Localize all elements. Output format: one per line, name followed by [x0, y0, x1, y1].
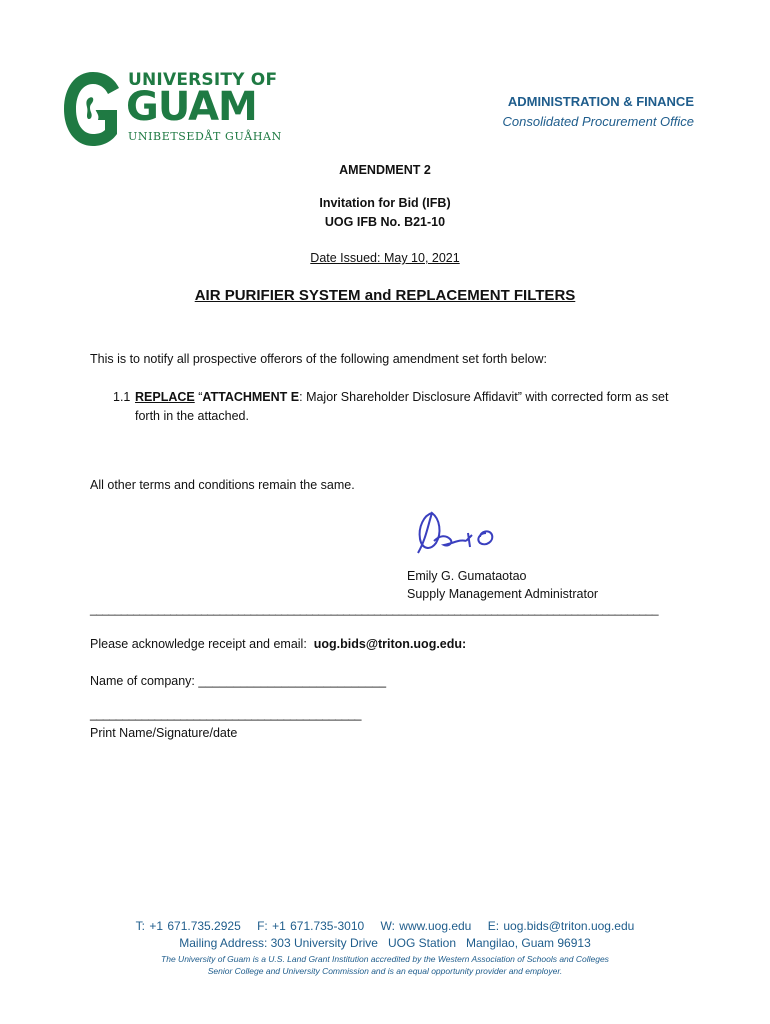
university-logo: [62, 70, 282, 150]
office-name: Consolidated Procurement Office: [502, 114, 694, 129]
acknowledge-prompt: Please acknowledge receipt and email:: [90, 637, 314, 651]
amendment-item: [113, 388, 693, 426]
amendment-number: AMENDMENT 2: [339, 163, 431, 177]
item-attachment: ATTACHMENT E: [202, 390, 300, 404]
signer-name: Emily G. Gumataotao: [407, 569, 527, 583]
item-number: 1.1: [113, 390, 131, 404]
footer-email: E: uog.bids@triton.uog.edu: [487, 919, 635, 933]
department-name: ADMINISTRATION & FINANCE: [507, 94, 694, 109]
signer-title: Supply Management Administrator: [407, 587, 599, 601]
accreditation-line-1: The University of Guam is a U.S. Land Grant Institution accredited by the Western Association of Schools and Colleges: [161, 954, 609, 964]
footer-phone: T: +1 671.735.2925: [135, 919, 241, 933]
notify-paragraph: This is to notify all prospective offerors of the following amendment set forth below:: [90, 352, 547, 366]
footer-website: W: www.uog.edu: [380, 919, 472, 933]
logo-university-of: UNIVERSITY OF: [128, 70, 278, 90]
guam-g-logo-icon: [62, 70, 124, 148]
signature-line: __________________________________________: [90, 707, 361, 721]
logo-chamorro-name: UNIBETSEDÅT GUÅHAN: [128, 130, 282, 143]
signature-caption: Print Name/Signature/date: [90, 726, 238, 740]
divider-rule: ____________________________________________________________________________________________: [90, 602, 658, 616]
logo-guam: GUAM: [126, 84, 257, 130]
ifb-number: UOG IFB No. B21-10: [324, 215, 446, 229]
footer-contacts: [0, 919, 770, 933]
date-issued: Date Issued: May 10, 2021: [310, 251, 460, 265]
item-quote: “: [194, 390, 203, 404]
signer-block: [407, 567, 598, 603]
company-name-field: Name of company: ___________________________: [90, 674, 387, 688]
item-text-2: forth in the attached.: [135, 409, 249, 423]
footer-fax: F: +1 671.735-3010: [257, 919, 365, 933]
item-text-1: : Major Shareholder Disclosure Affidavit” with corrected form as set: [299, 390, 669, 404]
footer-accreditation: [0, 953, 770, 977]
document-title: AIR PURIFIER SYSTEM and REPLACEMENT FILTERS: [194, 287, 576, 304]
item-replace: REPLACE: [135, 390, 195, 404]
footer-address: Mailing Address: 303 University Drive UOG Station Mangilao, Guam 96913: [179, 936, 591, 950]
handwritten-signature: [410, 505, 510, 560]
ifb-label: Invitation for Bid (IFB): [319, 196, 451, 210]
acknowledge-email: uog.bids@triton.uog.edu:: [313, 637, 467, 651]
department-header: [503, 92, 694, 132]
acknowledge-line: [90, 637, 466, 651]
accreditation-line-2: Senior College and University Commission and is an equal opportunity provider and employer.: [207, 966, 563, 976]
terms-paragraph: All other terms and conditions remain the same.: [90, 478, 355, 492]
